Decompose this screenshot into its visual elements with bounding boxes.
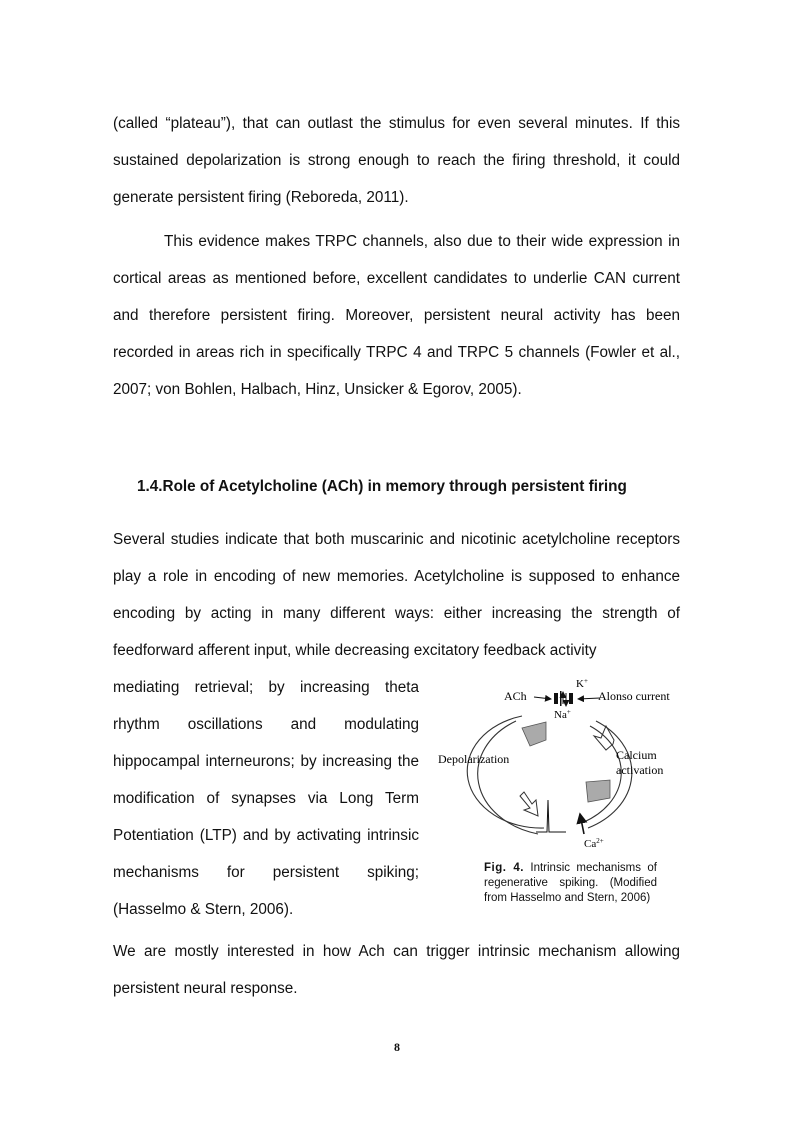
gray-block-top — [522, 722, 546, 746]
section-heading — [137, 473, 627, 501]
label-alonso-current: Alonso current — [598, 689, 670, 703]
caption-label: Fig. 4. — [484, 862, 524, 874]
caption-text: Intrinsic mechanisms of regenerative spiking. (Modified from Hasselmo and Stern, 2006) — [484, 862, 657, 904]
paragraph-ach-studies: Several studies indicate that both muscarinic and nicotinic acetylcholine receptors play a role in encoding of new memories. Acetylcholine is supposed to enhance encoding by acting in many different ways: either increasing the strength of feedforward afferent input, while decreasing excitatory feedback activity — [113, 531, 680, 659]
section-title: Role of Acetylcholine (ACh) in memory through persistent firing — [162, 478, 627, 495]
label-ca: $Ca^{2+}$ — [584, 837, 604, 850]
paragraph-trpc-evidence: This evidence makes TRPC channels, also due to their wide expression in cortical areas as mentioned before, excellent candidates to underlie CAN current and therefore persistent firing. Moreover, persistent neural activity has been recorded in areas rich in specifically TRPC 4 and TRPC 5 channels (Fowler et al., 2007; von Bohlen, Halbach, Hinz, Unsicker & Egorov, 2005). — [113, 233, 680, 398]
ca-arrow — [580, 814, 584, 834]
label-calcium: Calcium — [616, 748, 657, 762]
alonso-arrow — [578, 698, 600, 699]
label-ach: ACh — [504, 689, 527, 703]
figure-caption — [484, 861, 657, 906]
figure-diagram — [438, 676, 678, 856]
paragraph-interest: We are mostly interested in how Ach can trigger intrinsic mechanism allowing persistent neural response. — [113, 943, 680, 997]
figure-regenerative-spiking — [438, 676, 678, 856]
label-depolarization: Depolarization — [438, 752, 510, 766]
hollow-arrow-left — [520, 792, 538, 816]
channel-k — [569, 693, 573, 704]
gray-block-right — [586, 780, 610, 802]
channel-ach — [554, 693, 558, 704]
label-k: K+ — [576, 677, 588, 690]
paragraph-ach-mechanisms: mediating retrieval; by increasing theta rhythm oscillations and modulating hippocampal interneurons; by increasing the modification of synapses via Long Term Potentiation (LTP) and by activating intrinsic mechanisms for persistent spiking; (Hasselmo & Stern, 2006). — [113, 679, 419, 918]
label-na: Na+ — [554, 708, 571, 721]
spike-trace — [536, 800, 566, 832]
hollow-arrow-right — [594, 726, 614, 750]
label-activation: activation — [616, 763, 664, 777]
ach-arrow — [534, 697, 551, 699]
section-number: 1.4. — [137, 478, 163, 495]
channel-divider — [560, 691, 562, 706]
page-number: 8 — [394, 1040, 400, 1054]
paragraph-plateau: (called “plateau”), that can outlast the stimulus for even several minutes. If this sustained depolarization is strong enough to reach the firing threshold, it could generate persistent firing (Reboreda, 2011). — [113, 115, 680, 206]
